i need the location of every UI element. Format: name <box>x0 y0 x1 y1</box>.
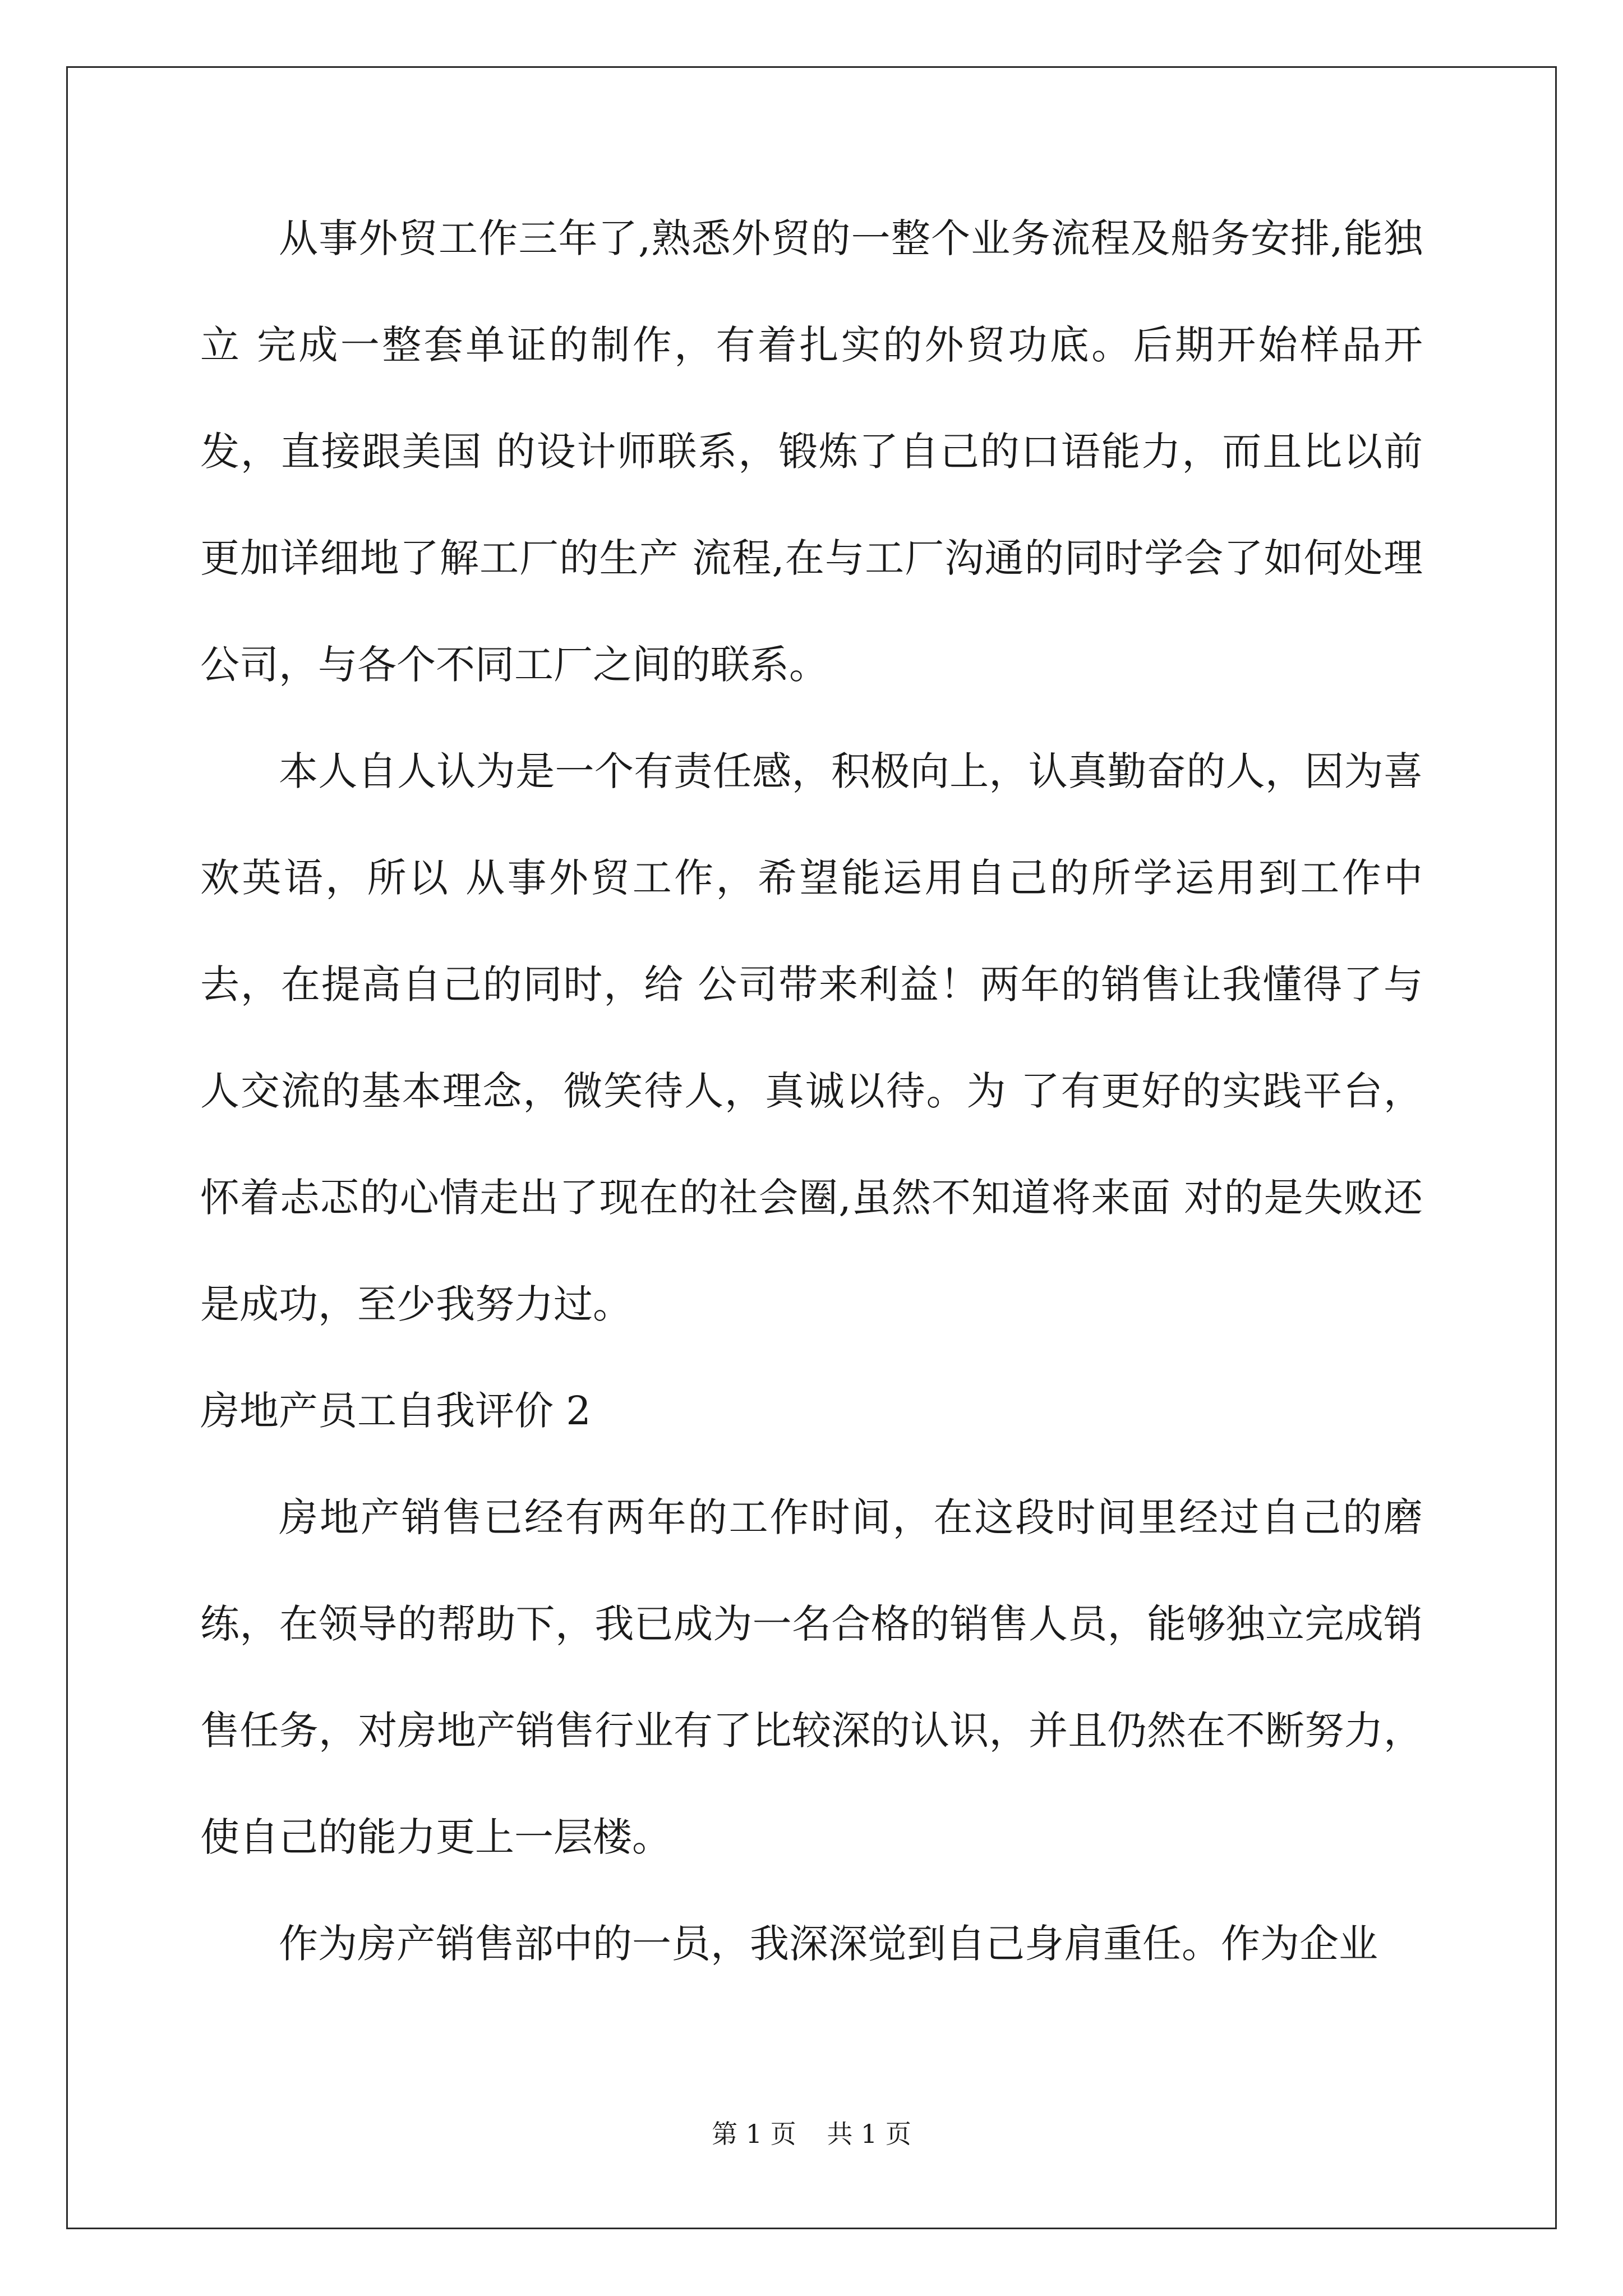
page-total: 共 1 页 <box>827 2119 911 2149</box>
paragraph-self-assessment: 本人自人认为是一个有责任感，积极向上，认真勤奋的人，因为喜欢英语，所以 从事外贸工作，希望能运用自己的所学运用到工作中去，在提高自己的同时，给 公司带来利益！两年的销售让我懂得了与人交流的基本理念，微笑待人，真诚以待。为 了有更好的实践平台，怀着忐忑的心情走出了现在的社会圈,虽然不知道将来面 对的是失败还是成功，至少我努力过。 <box>200 748 1423 1327</box>
paragraph-foreign-trade-experience: 从事外贸工作三年了,熟悉外贸的一整个业务流程及船务安排,能独立 完成一整套单证的制作，有着扎实的外贸功底。后期开始样品开发，直接跟美国 的设计师联系，锻炼了自己的口语能力，而且比以前更加详细地了解工厂的生产 流程,在与工厂沟通的同时学会了如何处理公司，与各个不同工厂之间的联系。 <box>200 215 1423 688</box>
page-number: 第 1 页 <box>712 2119 796 2149</box>
paragraph-real-estate-sales: 房地产销售已经有两年的工作时间，在这段时间里经过自己的磨练，在领导的帮助下，我已成为一名合格的销售人员，能够独立完成销售任务，对房地产销售行业有了比较深的认识，并且仍然在不断努力，使自己的能力更上一层楼。 <box>200 1494 1423 1860</box>
document-body <box>200 185 1423 1997</box>
paragraph-sales-department: 作为房产销售部中的一员，我深深觉到自己身肩重任。作为企业 <box>279 1921 1378 1967</box>
page-footer <box>0 2114 1623 2151</box>
section-heading: 房地产员工自我评价 2 <box>200 1388 591 1434</box>
